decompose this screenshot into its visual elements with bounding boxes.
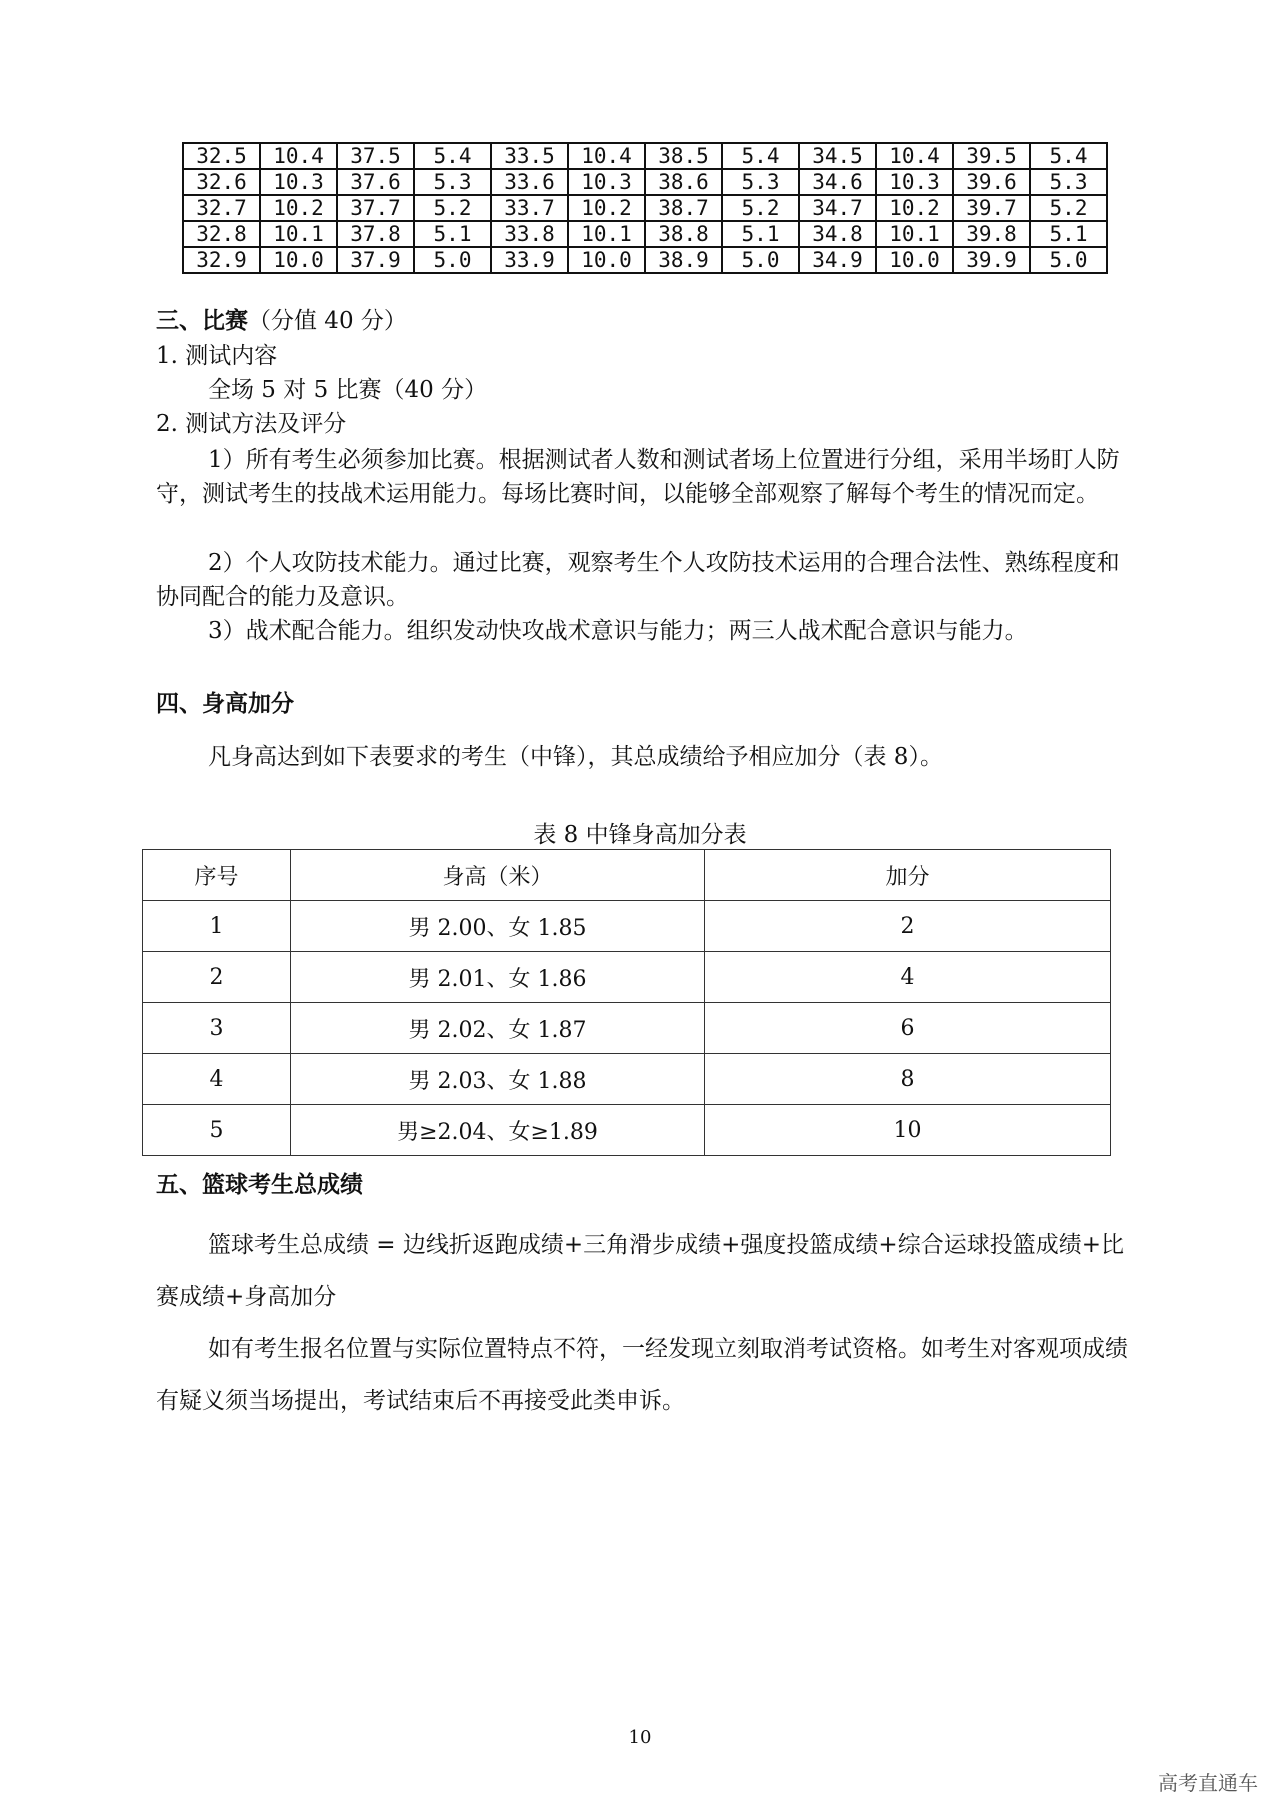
score-table-cell: 10.4 [876,143,953,169]
score-table-cell: 34.6 [799,169,876,195]
score-table-cell: 33.7 [491,195,568,221]
section5-title: 五、篮球考生总成绩 [156,1172,363,1198]
height-table-cell: 6 [705,1003,1111,1054]
score-table-cell: 39.7 [953,195,1030,221]
score-table-row [183,169,1107,195]
score-table-cell: 10.0 [260,247,337,273]
score-table-cell: 10.0 [568,247,645,273]
score-table-body [183,143,1107,273]
score-table-cell: 10.0 [876,247,953,273]
score-table-cell: 5.4 [1030,143,1107,169]
score-table-cell: 10.4 [260,143,337,169]
score-table-cell: 39.8 [953,221,1030,247]
score-table-cell: 5.2 [414,195,491,221]
section3-paragraph-2: 2）个人攻防技术能力。通过比赛，观察考生个人攻防技术运用的合理合法性、熟练程度和协同配合的能力及意识。 [156,550,1120,610]
score-table-cell: 10.2 [260,195,337,221]
page-number: 10 [628,1727,652,1748]
section4-title: 四、身高加分 [156,691,294,717]
header-index: 序号 [143,850,291,901]
section3-item1-detail: 全场 5 对 5 比赛（40 分） [208,377,488,403]
score-table-cell: 39.9 [953,247,1030,273]
score-table-cell: 5.0 [722,247,799,273]
section3-heading [156,306,407,336]
score-table-cell: 5.3 [1030,169,1107,195]
score-table-cell: 10.1 [876,221,953,247]
score-table-cell: 5.2 [1030,195,1107,221]
height-table-cell: 男 2.01、女 1.86 [291,952,705,1003]
height-table-row [143,1105,1111,1156]
score-table-cell: 10.1 [568,221,645,247]
score-table-cell: 32.6 [183,169,260,195]
score-table-row [183,221,1107,247]
height-table-cell: 2 [143,952,291,1003]
score-table-cell: 37.7 [337,195,414,221]
height-table-cell: 5 [143,1105,291,1156]
height-table-cell: 男≥2.04、女≥1.89 [291,1105,705,1156]
section3-item1: 1. 测试内容 [156,343,278,369]
height-table-row [143,901,1111,952]
score-table-cell: 10.1 [260,221,337,247]
height-table-cell: 4 [705,952,1111,1003]
score-table-cell: 5.3 [722,169,799,195]
score-table-cell: 5.4 [722,143,799,169]
section4-intro: 凡身高达到如下表要求的考生（中锋），其总成绩给予相应加分（表 8）。 [208,744,943,770]
score-table-cell: 5.1 [414,221,491,247]
score-table-cell: 38.8 [645,221,722,247]
score-table-cell: 5.0 [1030,247,1107,273]
score-table-cell: 38.7 [645,195,722,221]
score-table-cell: 10.4 [568,143,645,169]
score-table-row [183,195,1107,221]
height-table-body [143,901,1111,1156]
height-table-header-row [143,850,1111,901]
height-table-cell: 10 [705,1105,1111,1156]
score-table-cell: 34.5 [799,143,876,169]
height-table-row [143,1003,1111,1054]
watermark: 高考直通车 [1158,1771,1258,1795]
score-table [182,142,1108,274]
score-table-cell: 32.9 [183,247,260,273]
section3-title: 三、比赛 [156,308,248,334]
score-table-cell: 34.7 [799,195,876,221]
score-table-cell: 10.2 [876,195,953,221]
section5-paragraph-1: 篮球考生总成绩 = 边线折返跑成绩+三角滑步成绩+强度投篮成绩+综合运球投篮成绩+比赛成绩+身高加分 [156,1232,1124,1310]
score-table-cell: 10.2 [568,195,645,221]
height-table-row [143,1054,1111,1105]
section5-paragraph-2: 如有考生报名位置与实际位置特点不符，一经发现立刻取消考试资格。如考生对客观项成绩有疑义须当场提出，考试结束后不再接受此类申诉。 [156,1336,1128,1414]
score-table-cell: 33.5 [491,143,568,169]
score-table-cell: 10.3 [260,169,337,195]
score-table-cell: 38.6 [645,169,722,195]
score-table-cell: 5.2 [722,195,799,221]
score-table-cell: 37.8 [337,221,414,247]
score-table-cell: 34.9 [799,247,876,273]
score-table-cell: 33.6 [491,169,568,195]
section3-paragraph-3: 3）战术配合能力。组织发动快攻战术意识与能力；两三人战术配合意识与能力。 [208,618,1028,644]
score-table-cell: 37.6 [337,169,414,195]
score-table-cell: 38.9 [645,247,722,273]
height-table-row [143,952,1111,1003]
score-table-cell: 5.4 [414,143,491,169]
score-table-cell: 38.5 [645,143,722,169]
height-table-cell: 2 [705,901,1111,952]
score-table-cell: 5.3 [414,169,491,195]
score-table-cell: 32.8 [183,221,260,247]
section3-title-paren: （分值 40 分） [248,308,407,334]
header-height: 身高（米） [291,850,705,901]
score-table-cell: 37.5 [337,143,414,169]
height-table-cell: 男 2.03、女 1.88 [291,1054,705,1105]
score-table-cell: 5.0 [414,247,491,273]
score-table-cell: 32.5 [183,143,260,169]
score-table-cell: 33.9 [491,247,568,273]
score-table-cell: 33.8 [491,221,568,247]
score-table-cell: 34.8 [799,221,876,247]
score-table-cell: 37.9 [337,247,414,273]
score-table-cell: 39.6 [953,169,1030,195]
score-table-cell: 39.5 [953,143,1030,169]
score-table-cell: 5.1 [1030,221,1107,247]
score-table-row [183,247,1107,273]
score-table-cell: 5.1 [722,221,799,247]
score-table-cell: 10.3 [568,169,645,195]
height-table-cell: 4 [143,1054,291,1105]
header-bonus: 加分 [705,850,1111,901]
score-table-cell: 32.7 [183,195,260,221]
height-bonus-table [142,849,1111,1156]
score-table-row [183,143,1107,169]
section3-paragraph-1: 1）所有考生必须参加比赛。根据测试者人数和测试者场上位置进行分组，采用半场盯人防守，测试考生的技战术运用能力。每场比赛时间，以能够全部观察了解每个考生的情况而定。 [156,447,1120,507]
height-table-cell: 8 [705,1054,1111,1105]
height-table-cell: 男 2.00、女 1.85 [291,901,705,952]
table8-caption: 表 8 中锋身高加分表 [533,822,747,848]
height-table-cell: 3 [143,1003,291,1054]
height-table-cell: 1 [143,901,291,952]
score-table-cell: 10.3 [876,169,953,195]
section3-item2: 2. 测试方法及评分 [156,411,347,437]
height-table-cell: 男 2.02、女 1.87 [291,1003,705,1054]
